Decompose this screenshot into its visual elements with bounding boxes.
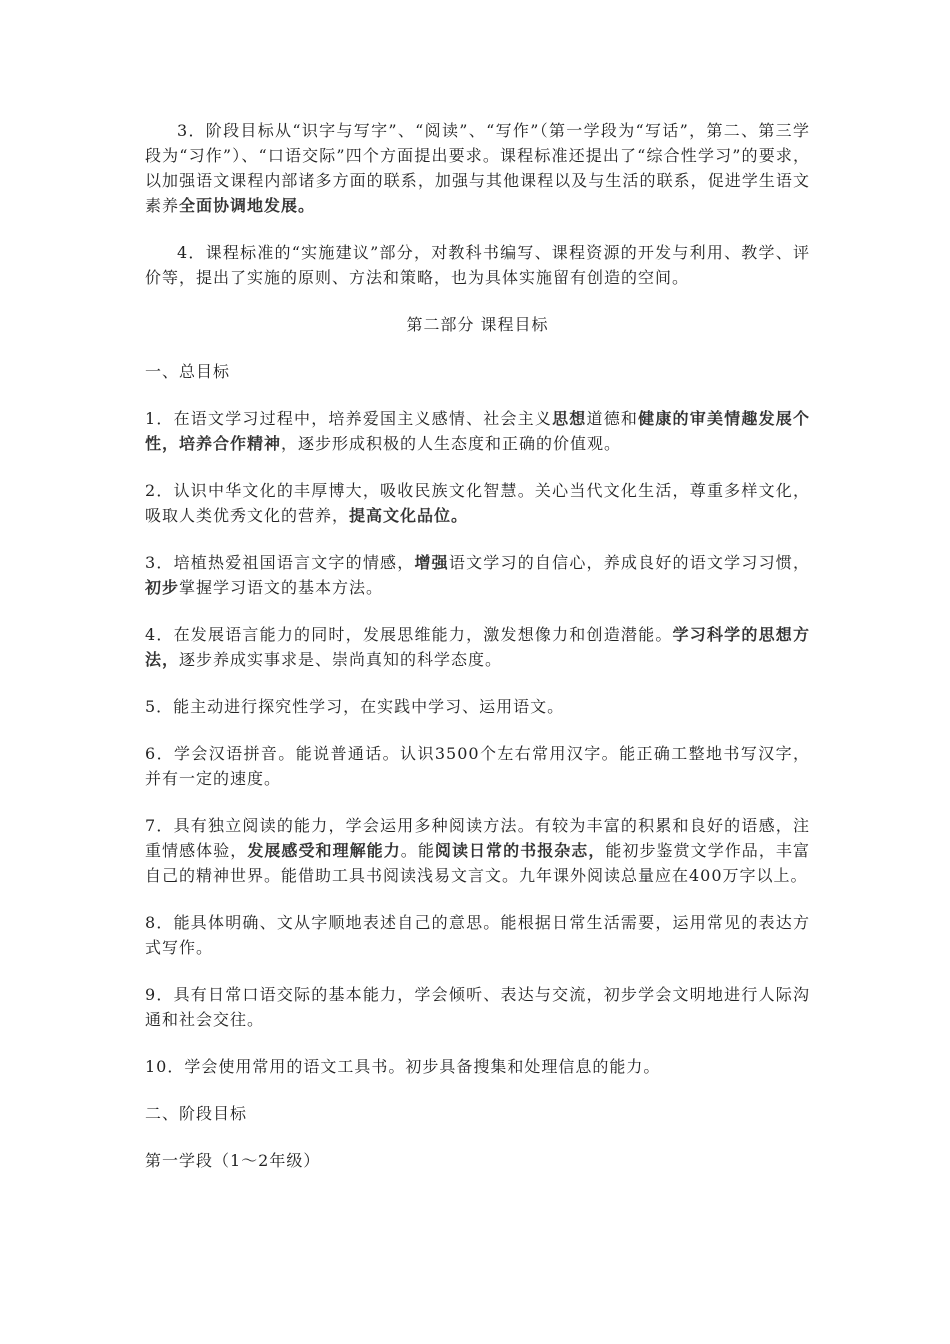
goal-item-2: 2．认识中华文化的丰厚博大，吸收民族文化智慧。关心当代文化生活，尊重多样文化，吸取人类优秀文化的营养，提高文化品位。	[145, 481, 810, 525]
goal-item-10: 10．学会使用常用的语文工具书。初步具备搜集和处理信息的能力。	[145, 1057, 661, 1076]
goal-item-5: 5．能主动进行探究性学习，在实践中学习、运用语文。	[145, 697, 565, 716]
goal-item-9: 9．具有日常口语交际的基本能力，学会倾听、表达与交流，初步学会文明地进行人际沟通和社会交往。	[145, 985, 810, 1029]
goal-item-1: 1．在语文学习过程中，培养爱国主义感情、社会主义思想道德和健康的审美情趣发展个性，培养合作精神，逐步形成积极的人生态度和正确的价值观。	[145, 409, 810, 453]
goal-item-3: 3．培植热爱祖国语言文字的情感，增强语文学习的自信心，养成良好的语文学习习惯，初步掌握学习语文的基本方法。	[145, 553, 810, 597]
goal-item-8: 8．能具体明确、文从字顺地表述自己的意思。能根据日常生活需要，运用常见的表达方式写作。	[145, 913, 810, 957]
part-title: 第二部分 课程目标	[406, 315, 549, 334]
goal-item-4: 4．在发展语言能力的同时，发展思维能力，激发想像力和创造潜能。学习科学的思想方法，逐步养成实事求是、崇尚真知的科学态度。	[145, 625, 810, 669]
document-page	[145, 118, 810, 1173]
section-heading-stage-goals: 二、阶段目标	[145, 1104, 248, 1123]
intro-item-3: 3．阶段目标从“识字与写字”、“阅读”、“写作”（第一学段为“写话”，第二、第三学段为“习作”）、“口语交际”四个方面提出要求。课程标准还提出了“综合性学习”的要求，以加强语文课程内部诸多方面的联系，加强与其他课程以及与生活的联系，促进学生语文素养全面协调地发展。	[145, 121, 810, 215]
section-heading-overall-goals: 一、总目标	[145, 362, 231, 381]
goal-item-6: 6．学会汉语拼音。能说普通话。认识3500个左右常用汉字。能正确工整地书写汉字，并有一定的速度。	[145, 744, 810, 788]
intro-item-4: 4．课程标准的“实施建议”部分，对教科书编写、课程资源的开发与利用、教学、评价等，提出了实施的原则、方法和策略，也为具体实施留有创造的空间。	[145, 243, 810, 287]
goal-item-7: 7．具有独立阅读的能力，学会运用多种阅读方法。有较为丰富的积累和良好的语感，注重情感体验，发展感受和理解能力。能阅读日常的书报杂志，能初步鉴赏文学作品，丰富自己的精神世界。能借助工具书阅读浅易文言文。九年课外阅读总量应在400万字以上。	[145, 816, 810, 885]
stage-1-heading: 第一学段（1～2年级）	[145, 1151, 321, 1170]
